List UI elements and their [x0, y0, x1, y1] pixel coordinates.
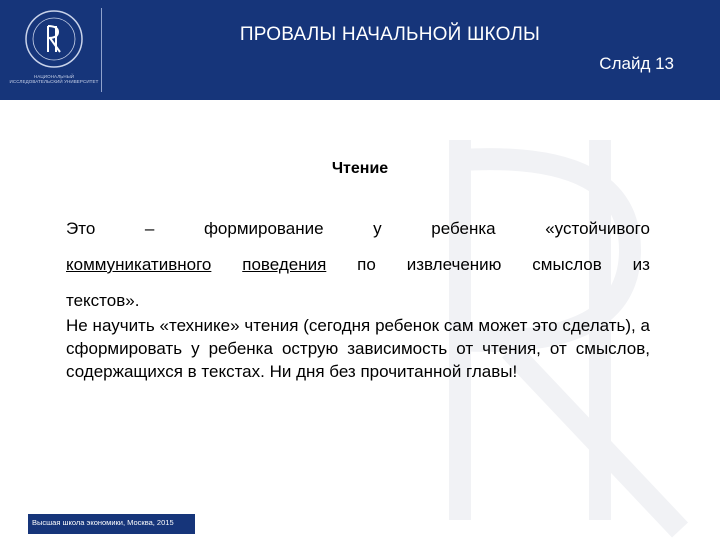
slide-header [0, 0, 720, 100]
slide-title: ПРОВАЛЫ НАЧАЛЬНОЙ ШКОЛЫ [239, 24, 541, 45]
word: по [357, 255, 376, 274]
logo-subtitle: НАЦИОНАЛЬНЫЙ ИССЛЕДОВАТЕЛЬСКИЙ УНИВЕРСИТЕТ [9, 74, 99, 84]
word: «устойчивого [545, 219, 650, 238]
definition-line-3: текстов». [66, 291, 140, 310]
word: формирование [203, 219, 324, 238]
underlined-word: поведения [242, 255, 327, 274]
word: Это [66, 219, 96, 238]
word: ребенка [431, 219, 496, 238]
definition-line-2 [66, 253, 650, 276]
hse-logo [8, 6, 100, 94]
footer-bar [28, 514, 195, 534]
word: у [373, 219, 382, 238]
word: – [144, 219, 155, 238]
content-heading: Чтение [331, 160, 389, 177]
word: смыслов [532, 255, 602, 274]
hse-emblem-icon [8, 6, 100, 72]
second-paragraph: Не научить «технике» чтения (сегодня ребенок сам может это сделать), а сформировать у ребенка острую зависимость от чтения, от смыслов, содержащихся в текстах. Ни дня без прочитанной главы! [66, 316, 650, 381]
word: извлечению [406, 255, 502, 274]
word: из [632, 255, 650, 274]
header-divider [101, 8, 102, 92]
definition-line-1 [66, 217, 650, 240]
slide-number: Слайд 13 [599, 54, 674, 73]
footer-text: Высшая школа экономики, Москва, 2015 [32, 518, 174, 527]
definition-paragraph [66, 217, 650, 312]
underlined-word: коммуникативного [66, 255, 212, 274]
